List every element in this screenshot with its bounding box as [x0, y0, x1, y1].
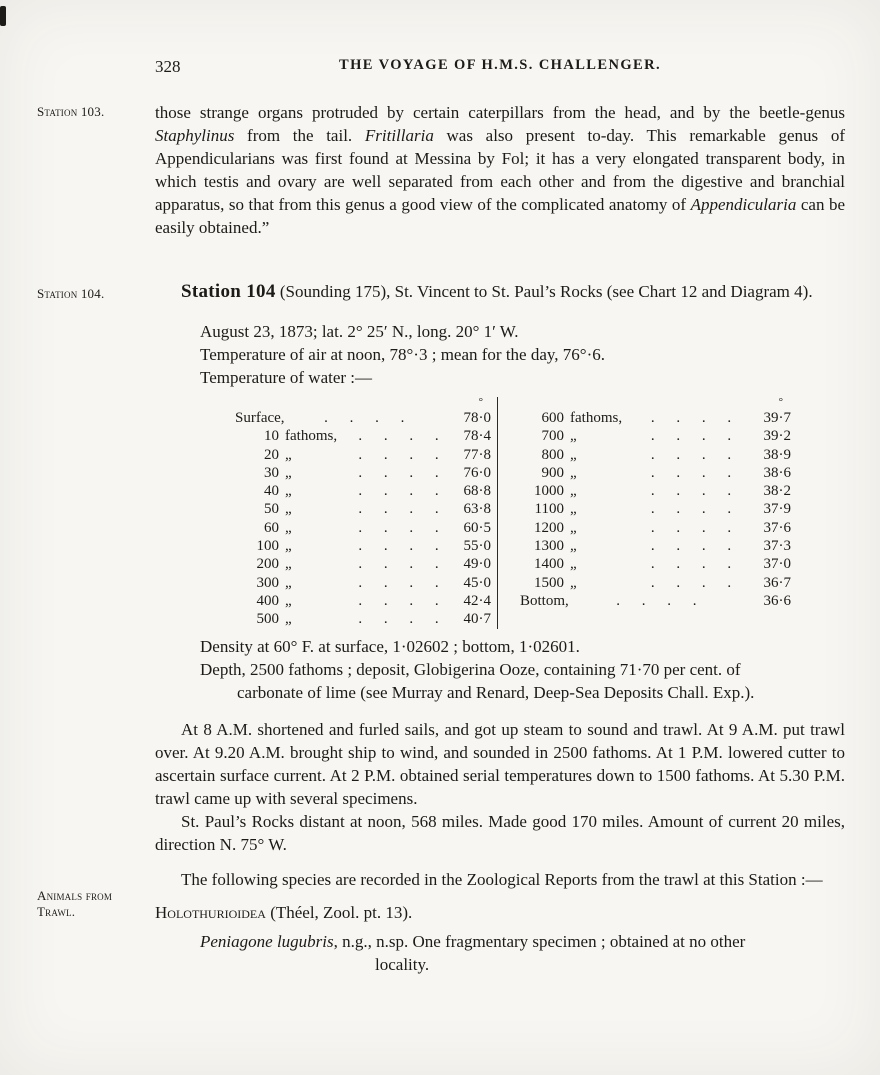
depth-value: 30: [264, 464, 279, 481]
species-name-italic: Appendicularia: [690, 195, 797, 214]
depth-value: 500: [256, 611, 279, 628]
air-temperature-line: Temperature of air at noon, 78°·3 ; mean for the day, 76°·6.: [200, 345, 605, 364]
dot-leader: . . . .: [358, 592, 440, 609]
dot-leader: . . . .: [616, 592, 698, 609]
table-row: [235, 537, 491, 555]
table-row: [520, 482, 791, 500]
depth-value: 900: [541, 464, 564, 481]
table-row: [520, 427, 791, 445]
depth-value: 400: [256, 592, 279, 609]
date-position-line: August 23, 1873; lat. 2° 25′ N., long. 20° 1′ W.: [200, 322, 519, 341]
depth-unit: „: [285, 574, 292, 591]
spacer: [520, 397, 745, 409]
margin-note-station-104: [37, 286, 152, 302]
scan-artifact: [0, 6, 6, 26]
depth-value: 700: [541, 428, 564, 445]
paragraph-station-103: [155, 101, 845, 239]
temperature-value: 37·3: [763, 538, 791, 555]
depth-value: 1300: [534, 538, 564, 555]
depth-value: 200: [256, 556, 279, 573]
depth-unit: „: [570, 428, 577, 445]
species-description: , n.g., n.sp. One fragmentary specimen ; obtained at no other: [333, 931, 746, 951]
margin-note-label: Trawl.: [37, 904, 76, 919]
dot-leader: . . . .: [650, 574, 733, 591]
table-right-column: [497, 397, 791, 629]
margin-note-label: Station 104.: [37, 286, 105, 301]
depth-unit: „: [570, 519, 577, 536]
body-text: those strange organs protruded by certain caterpillars from the head, and by the beetle-genus: [155, 103, 845, 122]
depth-unit: „: [570, 574, 577, 591]
dot-leader: . . . .: [650, 501, 733, 518]
dot-leader: . . . .: [358, 611, 440, 628]
body-text: can be easily obtained.”: [155, 195, 845, 237]
dot-leader: . . . .: [358, 538, 440, 555]
dot-leader: . . . .: [358, 574, 440, 591]
depth-unit: fathoms,: [570, 410, 623, 426]
temperature-value: 42·4: [463, 592, 491, 609]
depth-unit: fathoms,: [285, 428, 338, 445]
dot-leader: . . . .: [650, 538, 733, 555]
depth-value: 50: [264, 501, 279, 518]
table-row: [235, 409, 491, 427]
temperature-value: 38·2: [763, 483, 791, 500]
table-row: [520, 409, 791, 427]
dot-leader: . . . .: [358, 556, 440, 573]
dot-leader: . . . .: [650, 428, 733, 445]
dot-leader: . . . .: [650, 556, 733, 573]
dot-leader: . . . .: [358, 519, 440, 536]
degree-symbol: °: [478, 396, 483, 408]
table-row: [235, 592, 491, 610]
table-row: [520, 519, 791, 537]
dot-leader: . . . .: [358, 483, 440, 500]
depth-value: 600: [541, 410, 564, 426]
species-name-italic: Fritillaria: [364, 126, 434, 145]
station-number: Station 104: [181, 281, 276, 302]
table-row: [235, 610, 491, 628]
table-row: [520, 555, 791, 573]
table-row: [235, 446, 491, 464]
temperature-value: 49·0: [463, 556, 491, 573]
table-row: [235, 574, 491, 592]
temperature-value: 36·7: [763, 574, 791, 591]
depth-value: Bottom,: [520, 592, 569, 609]
temperature-value: 39·2: [763, 428, 791, 445]
temperature-value: 38·6: [763, 464, 791, 481]
temperature-value: 60·5: [463, 519, 491, 536]
paragraph-ship-log: At 8 A.M. shortened and furled sails, and got up steam to sound and trawl. At 9 A.M. put trawl over. At 9.20 A.M. brought ship to wind, and sounded in 2500 fathoms. At 1 P.M. lowered cutter to ascertain surface current. At 2 P.M. obtained serial temperatures down to 1500 fathoms. At 5.30 P.M. trawl came up with several specimens.: [155, 719, 845, 808]
running-title: THE VOYAGE OF H.M.S. CHALLENGER.: [339, 57, 661, 73]
depth-value: 1000: [534, 483, 564, 500]
dot-leader: . . . .: [358, 446, 440, 463]
table-row: [235, 519, 491, 537]
water-temperature-label: Temperature of water :—: [200, 368, 373, 387]
depth-unit: „: [570, 464, 577, 481]
margin-note-label: Animals from: [37, 888, 113, 903]
table-row: [235, 427, 491, 445]
temperature-value: 77·8: [463, 446, 491, 463]
depth-deposit-line: Depth, 2500 fathoms ; deposit, Globigerina Ooze, containing 71·70 per cent. of: [200, 659, 741, 679]
depth-value: 800: [541, 446, 564, 463]
temperature-value: 76·0: [463, 464, 491, 481]
depth-unit: „: [570, 556, 577, 573]
paragraph-species-intro: The following species are recorded in the Zoological Reports from the trawl at this Station :—: [181, 869, 823, 889]
depth-unit: „: [570, 483, 577, 500]
table-row: [520, 537, 791, 555]
temperature-value: 37·0: [763, 556, 791, 573]
depth-unit: „: [570, 446, 577, 463]
temperature-value: 40·7: [463, 611, 491, 628]
depth-unit: „: [285, 501, 292, 518]
taxon-reference: (Théel, Zool. pt. 13).: [265, 902, 413, 922]
depth-unit: „: [285, 446, 292, 463]
dot-leader: . . . .: [650, 464, 733, 481]
taxon-name-smallcaps: Holothurioidea: [155, 902, 266, 922]
depth-value: 10: [264, 428, 279, 445]
spacer: [235, 397, 445, 409]
table-row: [235, 464, 491, 482]
temperature-value: 36·6: [763, 592, 791, 609]
table-left-column: [235, 397, 497, 629]
water-temperature-table: [235, 397, 791, 629]
table-row: [520, 464, 791, 482]
depth-value: 300: [256, 574, 279, 591]
temperature-value: 38·9: [763, 446, 791, 463]
density-line: Density at 60° F. at surface, 1·02602 ; bottom, 1·02601.: [200, 636, 580, 656]
depth-unit: „: [285, 483, 292, 500]
table-row: [520, 592, 791, 610]
temperature-value: 37·6: [763, 519, 791, 536]
table-row: [235, 555, 491, 573]
margin-note-animals-from-trawl: [37, 888, 152, 920]
temperature-value: 55·0: [463, 538, 491, 555]
peniagone-entry: [200, 930, 845, 953]
temperature-value: 45·0: [463, 574, 491, 591]
station-details: [155, 320, 845, 389]
depth-unit: „: [285, 464, 292, 481]
degree-row: [235, 397, 491, 409]
dot-leader: . . . .: [650, 519, 733, 536]
temperature-value: 39·7: [763, 410, 791, 426]
table-row: [520, 574, 791, 592]
dot-leader: . . . .: [650, 483, 733, 500]
temperature-value: 78·0: [463, 410, 491, 426]
species-name-italic: Peniagone lugubris: [200, 931, 334, 951]
depth-value: 20: [264, 446, 279, 463]
depth-value: 1200: [534, 519, 564, 536]
dot-leader: . . . .: [358, 428, 440, 445]
depth-value: 1100: [534, 501, 564, 518]
station-104-heading: [155, 279, 845, 304]
dot-leader: . . . .: [358, 501, 440, 518]
paragraph-distance: St. Paul’s Rocks distant at noon, 568 miles. Made good 170 miles. Amount of current 20 miles, direction N. 75° W.: [155, 811, 845, 854]
table-row: [235, 482, 491, 500]
dot-leader: . . . .: [324, 410, 406, 426]
temperature-value: 63·8: [463, 501, 491, 518]
depth-value: 60: [264, 519, 279, 536]
heading-text: (Sounding 175), St. Vincent to St. Paul’s Rocks (see Chart 12 and Diagram 4).: [275, 282, 813, 301]
species-name-italic: Staphylinus: [155, 126, 235, 145]
depth-unit: „: [285, 519, 292, 536]
degree-row: [520, 397, 791, 409]
temperature-value: 78·4: [463, 428, 491, 445]
table-row: [520, 446, 791, 464]
body-text: was also present to-day. This remarkable genus of Appendicularians was first found at Messina by Fol; it has a very elongated transparent body, in which testis and ovary are well separated from each other and from the digestive and branchial apparatus, so that from this genus a good view of the complicated anatomy of: [155, 126, 846, 214]
body-text: from the tail.: [234, 126, 365, 145]
table-row: [520, 500, 791, 518]
degree-symbol: °: [778, 396, 783, 408]
text-block: [155, 101, 845, 976]
dot-leader: . . . .: [650, 410, 733, 426]
depth-unit: „: [285, 611, 292, 628]
depth-unit: „: [570, 538, 577, 555]
dot-leader: . . . .: [358, 464, 440, 481]
depth-unit: „: [285, 538, 292, 555]
depth-unit: „: [570, 501, 577, 518]
depth-value: 1400: [534, 556, 564, 573]
depth-value: Surface,: [235, 410, 285, 426]
holothurioidea-heading: [155, 901, 845, 924]
depth-value: 40: [264, 483, 279, 500]
margin-note-station-103: [37, 104, 152, 120]
temperature-value: 37·9: [763, 501, 791, 518]
temperature-value: 68·8: [463, 483, 491, 500]
margin-note-label: Station 103.: [37, 104, 105, 119]
dot-leader: . . . .: [650, 446, 733, 463]
depth-deposit-continuation: carbonate of lime (see Murray and Renard, Deep-Sea Deposits Chall. Exp.).: [237, 682, 755, 702]
depth-value: 100: [256, 538, 279, 555]
table-row: [235, 500, 491, 518]
depth-value: 1500: [534, 574, 564, 591]
depth-unit: „: [285, 556, 292, 573]
peniagone-entry-continuation: locality.: [375, 954, 430, 974]
page-number: 328: [155, 57, 181, 76]
running-head: [155, 57, 845, 79]
depth-unit: „: [285, 592, 292, 609]
